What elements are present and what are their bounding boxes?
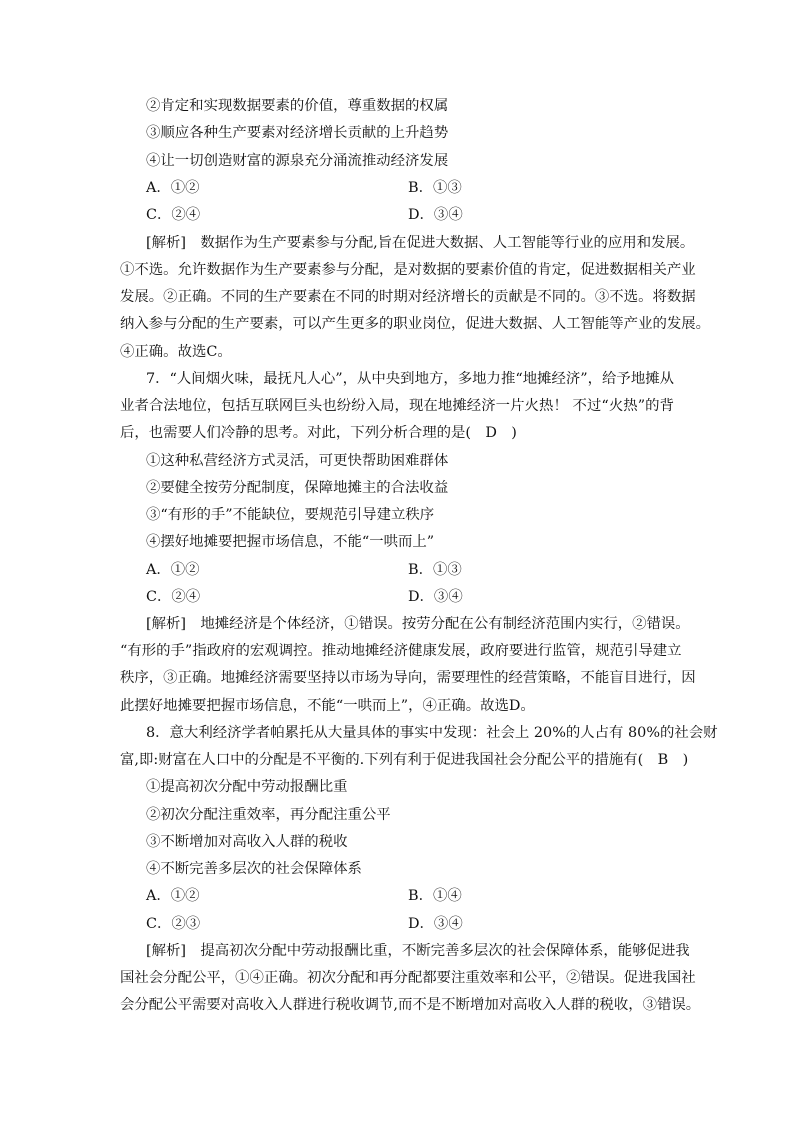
- q6-choice-b: B．①③: [408, 180, 462, 196]
- q8-choice-d: D．③④: [408, 916, 463, 932]
- q8-option-3: ③不断增加对高收入人群的税收: [146, 834, 348, 850]
- q6-analysis-line: ④正确。故选C。: [120, 344, 232, 360]
- q6-choice-d: D．③④: [408, 207, 463, 223]
- q8-choice-c: C．②③: [146, 916, 201, 932]
- q8-option-4: ④不断完善多层次的社会保障体系: [146, 861, 362, 877]
- q6-analysis-line: ①不选。允许数据作为生产要素参与分配，是对数据的要素价值的肯定，促进数据相关产业: [120, 262, 696, 278]
- q6-option-4: ④让一切创造财富的源泉充分涌流推动经济发展: [146, 153, 449, 169]
- q7-option-2: ②要健全按劳分配制度，保障地摊主的合法收益: [146, 480, 449, 496]
- q6-option-3: ③顺应各种生产要素对经济增长贡献的上升趋势: [146, 125, 449, 141]
- q6-choice-a: A．①②: [146, 180, 200, 196]
- q7-analysis-line: 此摆好地摊要把握市场信息，不能“一哄而上”，④正确。故选D。: [120, 698, 535, 714]
- q8-analysis-line: [解析] 提高初次分配中劳动报酬比重，不断完善多层次的社会保障体系，能够促进我: [146, 943, 690, 959]
- q7-stem-line: 业者合法地位，包括互联网巨头也纷纷入局，现在地摊经济一片火热！ 不过“火热”的背: [120, 398, 674, 414]
- q8-stem-line: 富,即:财富在人口中的分配是不平衡的.下列有利于促进我国社会分配公平的措施有( B ): [120, 752, 689, 768]
- q7-analysis-line: “有形的手”指政府的宏观调控。推动地摊经济健康发展，政府要进行监管，规范引导建立: [120, 643, 682, 659]
- q6-analysis-line: 纳入参与分配的生产要素，可以产生更多的职业岗位，促进大数据、人工智能等产业的发展。: [120, 316, 711, 332]
- q8-choice-a: A．①②: [146, 888, 200, 904]
- q7-stem-line: 后，也需要人们冷静的思考。对此，下列分析合理的是( D ): [120, 425, 517, 441]
- q7-stem-line: 7．“人间烟火味，最抚凡人心”，从中央到地方，多地力推“地摊经济”，给予地摊从: [146, 371, 674, 387]
- q7-option-4: ④摆好地摊要把握市场信息，不能“一哄而上”: [146, 534, 435, 550]
- q7-choice-d: D．③④: [408, 589, 463, 605]
- q6-analysis-line: [解析] 数据作为生产要素参与分配,旨在促进大数据、人工智能等行业的应用和发展。: [146, 235, 695, 251]
- q8-analysis-line: 会分配公平需要对高收入人群进行税收调节,而不是不断增加对高收入人群的税收，③错误。: [120, 997, 701, 1013]
- q8-option-2: ②初次分配注重效率，再分配注重公平: [146, 807, 391, 823]
- q8-option-1: ①提高初次分配中劳动报酬比重: [146, 779, 348, 795]
- q7-analysis-line: 秩序，③正确。地摊经济需要坚持以市场为导向，需要理性的经营策略，不能盲目进行，因: [120, 670, 696, 686]
- q7-choice-a: A．①②: [146, 562, 200, 578]
- q8-stem-line: 8．意大利经济学者帕累托从大量具体的事实中发现：社会上 20%的人占有 80%的社会财: [146, 725, 718, 741]
- q8-analysis-line: 国社会分配公平，①④正确。初次分配和再分配都要注重效率和公平，②错误。促进我国社: [120, 970, 696, 986]
- q7-option-3: ③“有形的手”不能缺位，要规范引导建立秩序: [146, 507, 435, 523]
- q7-choice-b: B．①③: [408, 562, 462, 578]
- q6-choice-c: C．②④: [146, 207, 201, 223]
- q7-analysis-line: [解析] 地摊经济是个体经济，①错误。按劳分配在公有制经济范围内实行，②错误。: [146, 616, 690, 632]
- q7-choice-c: C．②④: [146, 589, 201, 605]
- q8-choice-b: B．①④: [408, 888, 462, 904]
- q7-option-1: ①这种私营经济方式灵活，可更快帮助困难群体: [146, 453, 449, 469]
- q6-analysis-line: 发展。②正确。不同的生产要素在不同的时期对经济增长的贡献是不同的。③不选。将数据: [120, 289, 696, 305]
- q6-option-2: ②肯定和实现数据要素的价值，尊重数据的权属: [146, 98, 449, 114]
